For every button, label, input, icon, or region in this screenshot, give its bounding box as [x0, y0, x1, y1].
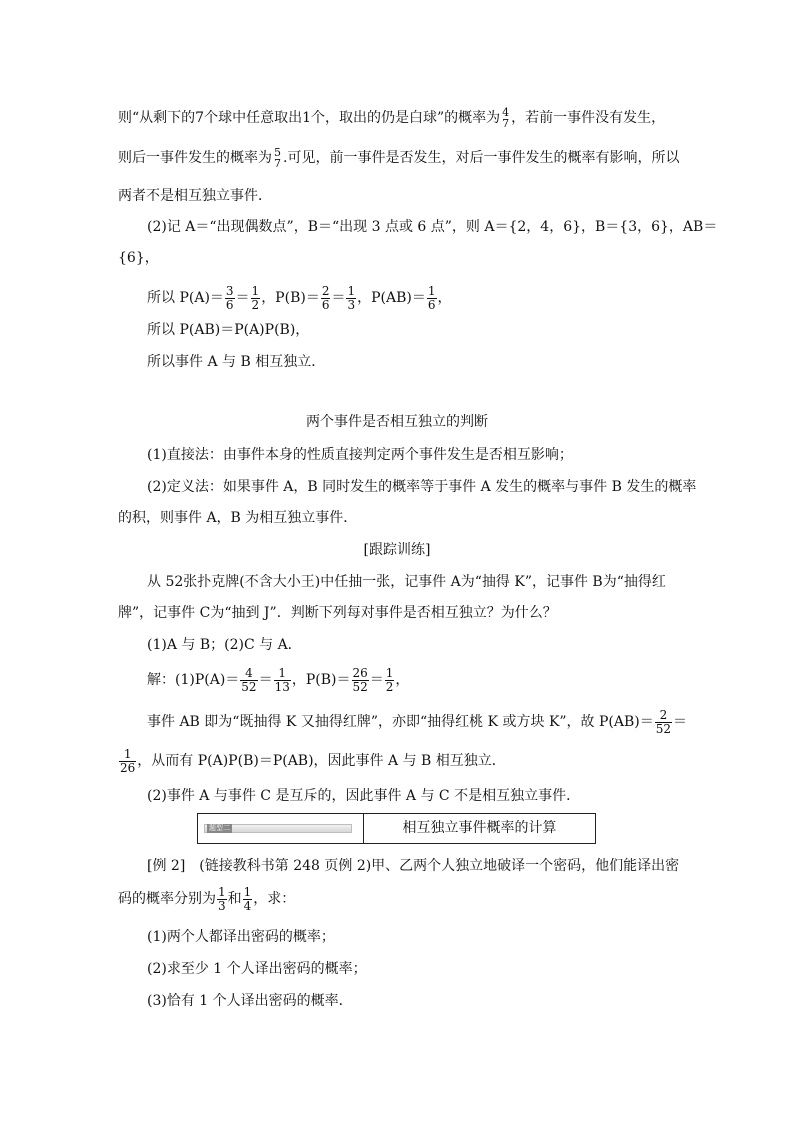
fraction: $\frac{2}{6}$ [321, 283, 330, 312]
paragraph-line: [例 2] (链接教科书第 248 页例 2)甲、乙两个人独立地破译一个密码，他们能译出密 [147, 858, 680, 874]
paragraph-line: (1)直接法：由事件本身的性质直接判定两个事件发生是否相互影响； [147, 447, 573, 463]
paragraph-line: 从 52张扑克牌(不含大小王)中任抽一张，记事件 A为“抽得 K”，记事件 B为“抽得红 [147, 574, 666, 590]
paragraph-line: 两者不是相互独立事件． [118, 188, 272, 204]
formula-line: 解：(1)P(A)＝ $\frac{4}{52}$ ＝ $\frac{1}{13}$ ，P(B)＝ $\frac{26}{52}$ ＝ $\frac{1}{2}$ ， [147, 665, 410, 694]
fraction: 5 7 [274, 146, 281, 170]
paragraph-line: (1)A 与 B；(2)C 与 A． [147, 637, 302, 653]
paragraph-line: 牌”，记事件 C为“抽到 J”．判断下列每对事件是否相互独立？为什么？ [118, 605, 557, 621]
paragraph-line: 的积，则事件 A，B 为相互独立事件． [118, 510, 358, 526]
fraction: $\frac{1}{2}$ [385, 665, 394, 694]
fraction: $\frac{1}{26}$ [120, 746, 136, 775]
fraction: $\frac{3}{6}$ [225, 283, 234, 312]
section-tag: 题型二 [204, 824, 352, 833]
formula-line: 所以 P(A)＝ $\frac{3}{6}$ ＝ $\frac{1}{2}$ ，P(B)＝ $\frac{2}{6}$ ＝ $\frac{1}{3}$ ，P(AB)＝ $\frac{1}{6}$ ， [147, 283, 452, 312]
fraction: 4 7 [502, 106, 510, 130]
paragraph-line: 所以事件 A 与 B 相互独立． [147, 354, 326, 370]
fraction: $\frac{1}{6}$ [427, 283, 436, 312]
formula-line: 事件 AB 即为“既抽得 K 又抽得红牌”，亦即“抽得红桃 K 或方块 K”，故 P(AB)＝ $\frac{2}{52}$ ＝ [147, 707, 688, 736]
section-heading: [跟踪训练] [363, 542, 431, 558]
section-title-box [197, 813, 596, 844]
paragraph-line: (2)定义法：如果事件 A，B 同时发生的概率等于事件 A 发生的概率与事件 B 发生的概率 [147, 479, 697, 495]
paragraph-line: (1)两个人都译出密码的概率； [147, 929, 335, 945]
paragraph-line: (2)事件 A 与事件 C 是互斥的，因此事件 A 与 C 不是相互独立事件． [147, 788, 581, 804]
formula-line: 码的概率分别为 $\frac{1}{3}$ 和 $\frac{1}{4}$ ，求： [118, 884, 296, 913]
fraction: $\frac{1}{2}$ [251, 283, 260, 312]
fraction: $\frac{4}{52}$ [241, 665, 257, 694]
formula-line: $\frac{1}{26}$ ，从而有 P(A)P(B)＝P(AB)，因此事件 A 与 B 相互独立． [120, 746, 506, 775]
section-title: 相互独立事件概率的计算 [402, 820, 557, 836]
fraction: $\frac{1}{3}$ [347, 283, 356, 312]
paragraph-line: 则后一事件发生的概率为 5 7 .可见，前一事件是否发生，对后一事件发生的概率有影响，所以 [118, 146, 680, 170]
fraction: $\frac{1}{3}$ [218, 884, 226, 913]
section-heading: 两个事件是否相互独立的判断 [306, 414, 488, 430]
paragraph-line: (2)记 A＝“出现偶数点”，B＝“出现 3 点或 6 点”，则 A＝{2，4，6}，B＝{3，6}，AB＝ [147, 219, 718, 235]
fraction: $\frac{1}{13}$ [274, 665, 290, 694]
paragraph-line: 所以 P(AB)＝P(A)P(B)， [147, 322, 310, 338]
paragraph-line: {6}， [118, 250, 159, 266]
fraction: $\frac{2}{52}$ [655, 707, 672, 736]
paragraph-line: 则“从剩下的7个球中任意取出1个，取出的仍是白球”的概率为 4 7 ，若前一事件没有发生， [118, 106, 666, 130]
paragraph-line: (3)恰有 1 个人译出密码的概率． [147, 993, 353, 1009]
fraction: $\frac{1}{4}$ [243, 884, 252, 913]
paragraph-line: (2)求至少 1 个人译出密码的概率； [147, 961, 367, 977]
fraction: $\frac{26}{52}$ [352, 665, 368, 694]
